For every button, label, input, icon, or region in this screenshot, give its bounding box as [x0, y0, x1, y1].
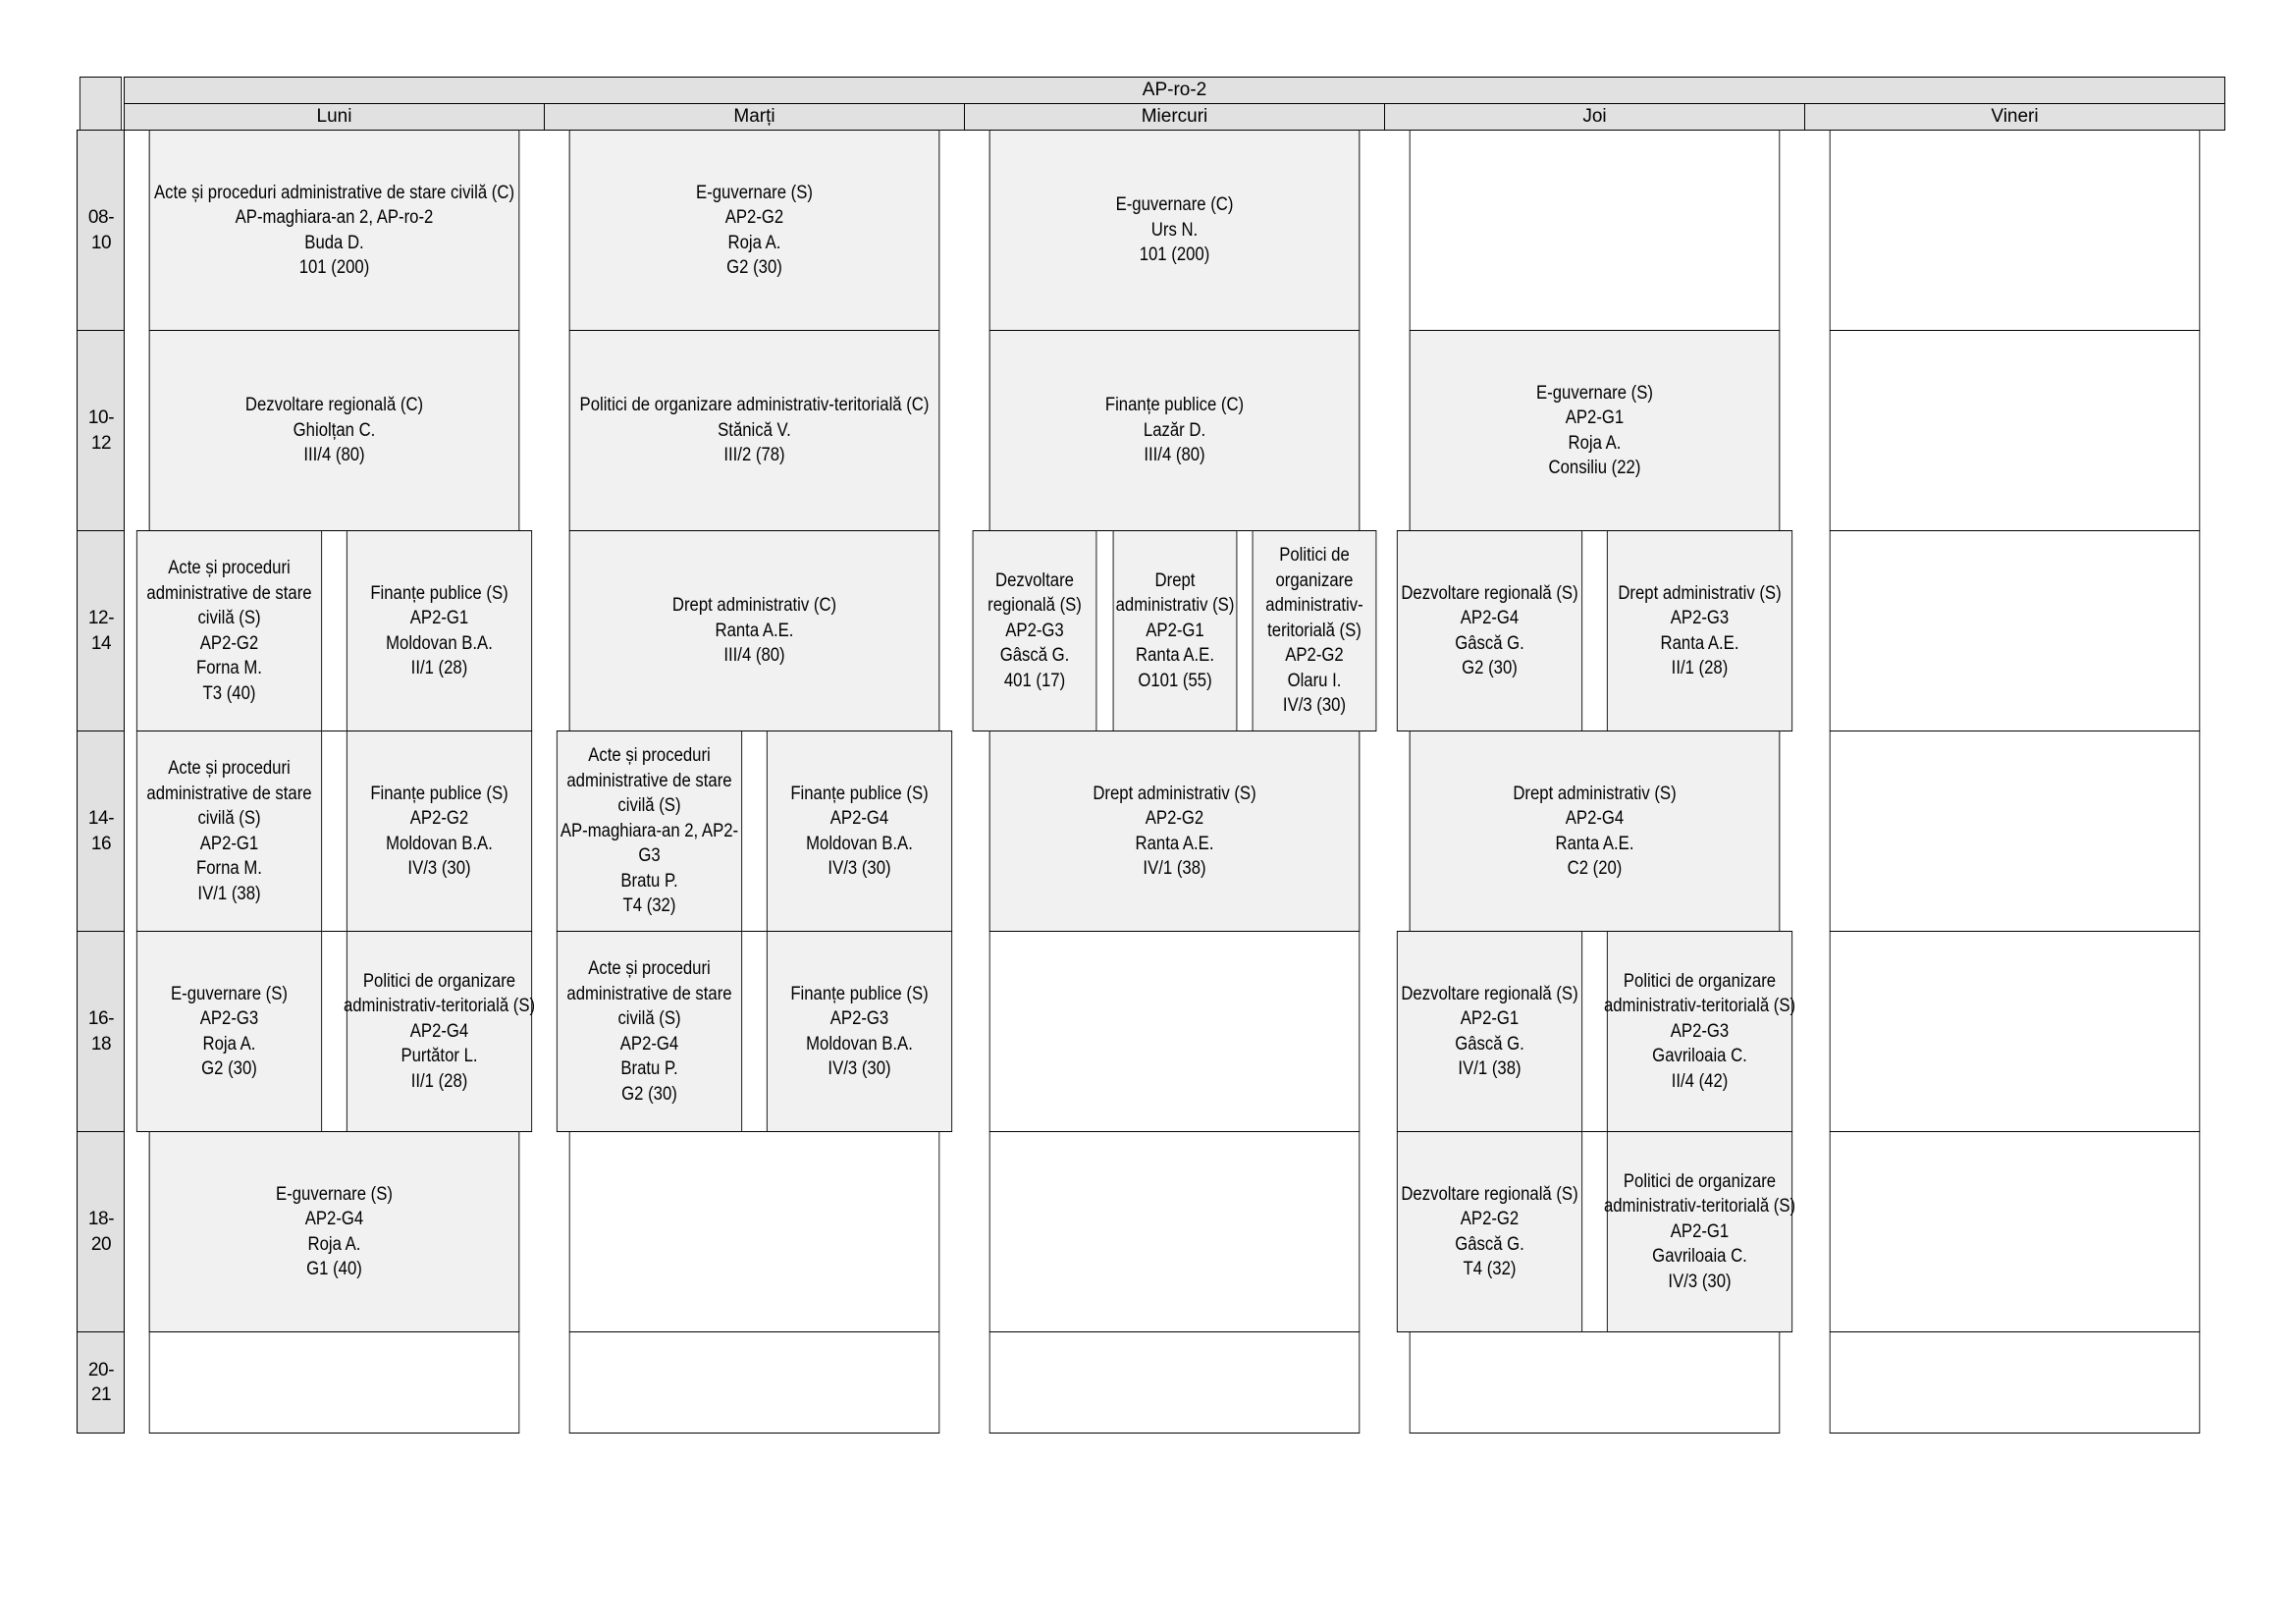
course-text — [1618, 581, 1781, 681]
course-detail: G2 (30) — [1462, 658, 1518, 678]
course-detail: G3 — [638, 845, 661, 867]
course-title: E-guvernare (C) — [1115, 194, 1234, 216]
course-text — [1116, 192, 1234, 268]
course-cell — [136, 530, 322, 731]
course-detail: administrativ (S) — [1115, 595, 1235, 617]
empty-cell — [1830, 1131, 2201, 1332]
course-detail: Moldovan B.A. — [806, 833, 913, 854]
time-slot-label: 14-16 — [87, 808, 115, 854]
course-text — [1536, 381, 1653, 481]
course-detail: AP2-G3 — [829, 1008, 889, 1029]
course-detail: IV/3 (30) — [1283, 695, 1347, 717]
empty-cell — [989, 1131, 1361, 1332]
course-title: Acte și proceduri — [168, 558, 291, 578]
course-detail: administrative de stare — [566, 770, 732, 791]
course-detail: Ranta A.E. — [1135, 645, 1214, 667]
course-detail: Gâscă G. — [999, 645, 1070, 667]
course-text — [344, 969, 535, 1095]
course-detail: Lazăr D. — [1143, 419, 1206, 441]
course-detail: IV/1 (38) — [1143, 858, 1206, 879]
course-text — [988, 568, 1082, 694]
time-slot-0 — [77, 130, 125, 331]
course-cell — [1603, 1131, 1796, 1332]
course-detail: T4 (32) — [1463, 1259, 1517, 1279]
course-text — [245, 393, 423, 468]
course-cell — [1603, 931, 1796, 1132]
empty-cell — [569, 1131, 940, 1332]
course-detail: IV/3 (30) — [407, 858, 471, 879]
group-title-text: AP-ro-2 — [1142, 80, 1207, 101]
course-title: E-guvernare (S) — [1536, 382, 1653, 404]
course-detail: IV/3 (30) — [828, 858, 891, 879]
course-cell — [569, 530, 940, 731]
course-detail: II/1 (28) — [1671, 658, 1729, 678]
course-detail: AP2-G2 — [199, 632, 259, 654]
day-header-3 — [1384, 103, 1805, 131]
course-text — [154, 181, 514, 281]
course-detail: AP-maghiara-an 2, AP-ro-2 — [235, 207, 434, 228]
group-title — [124, 77, 2225, 104]
empty-cell — [1410, 1331, 1781, 1434]
course-detail: Olaru I. — [1287, 670, 1342, 691]
course-detail: Gâscă G. — [1455, 1233, 1524, 1255]
empty-cell — [1830, 130, 2201, 331]
empty-cell — [569, 1331, 940, 1434]
course-detail: AP2-G1 — [1460, 1008, 1520, 1029]
course-detail: Gâscă G. — [1455, 632, 1524, 654]
time-slot-label: 20-21 — [87, 1359, 115, 1405]
course-detail: AP2-G4 — [304, 1209, 364, 1229]
course-cell — [973, 530, 1097, 731]
course-title: Finanțe publice (S) — [370, 783, 508, 804]
course-detail: IV/3 (30) — [1668, 1271, 1732, 1292]
course-text — [1604, 1169, 1795, 1295]
course-detail: Forna M. — [196, 658, 262, 678]
day-header-2 — [964, 103, 1385, 131]
course-title: Politici de organizare — [1623, 1170, 1777, 1192]
day-header-4 — [1804, 103, 2225, 131]
course-title: Dezvoltare regională (C) — [244, 395, 424, 416]
course-detail: civilă (S) — [197, 808, 261, 829]
time-slot-label: 16-18 — [87, 1008, 115, 1055]
course-detail: Ranta A.E. — [1660, 632, 1739, 654]
course-title: Finanțe publice (S) — [790, 783, 929, 804]
course-cell — [136, 931, 322, 1132]
time-slot-label: 10-12 — [87, 407, 115, 454]
course-cell — [149, 1131, 520, 1332]
course-title: Politici de organizare administrativ-teritorială (C) — [579, 395, 930, 416]
course-detail: AP2-G2 — [1145, 808, 1204, 829]
course-detail: AP2-G2 — [724, 207, 784, 228]
time-slot-label: 18-20 — [87, 1209, 115, 1255]
course-cell — [1410, 330, 1781, 531]
course-detail: 101 (200) — [1139, 244, 1210, 266]
course-detail: Stănică V. — [718, 419, 791, 441]
course-detail: Purtător L. — [400, 1046, 478, 1067]
course-detail: administrativ-teritorială (S) — [343, 996, 536, 1017]
empty-cell — [149, 1331, 520, 1434]
course-title: Acte și proceduri — [168, 758, 291, 779]
course-detail: Buda D. — [304, 232, 364, 253]
course-cell — [569, 130, 940, 331]
course-text — [672, 593, 836, 669]
course-cell — [149, 330, 520, 531]
course-detail: AP2-G1 — [199, 833, 259, 854]
course-cell — [1397, 931, 1582, 1132]
day-header-label: Vineri — [1991, 106, 2039, 128]
course-detail: administrative de stare — [146, 783, 312, 804]
time-slot-3 — [77, 731, 125, 932]
time-slot-4 — [77, 931, 125, 1132]
course-title: Acte și proceduri administrative de stare civilă (C) — [153, 182, 515, 203]
course-cell — [1112, 530, 1237, 731]
course-detail: AP2-G4 — [1565, 808, 1625, 829]
course-detail: II/4 (42) — [1671, 1070, 1729, 1092]
day-header-label: Joi — [1582, 106, 1607, 128]
course-text — [370, 782, 507, 882]
course-title: Finanțe publice (S) — [370, 582, 508, 604]
course-title: Finanțe publice (S) — [790, 983, 929, 1004]
course-detail: AP2-G1 — [1145, 620, 1204, 641]
course-text — [370, 581, 507, 681]
course-detail: AP2-G1 — [409, 608, 469, 628]
time-slot-5 — [77, 1131, 125, 1332]
course-detail: Gavriloaia C. — [1652, 1046, 1747, 1067]
course-text — [561, 743, 738, 919]
empty-cell — [1830, 931, 2201, 1132]
course-title: E-guvernare (S) — [171, 983, 288, 1004]
course-title: Dezvoltare — [995, 569, 1074, 591]
course-detail: AP2-G2 — [1285, 645, 1345, 667]
course-detail: T4 (32) — [622, 895, 676, 917]
course-detail: AP2-G2 — [1460, 1209, 1520, 1229]
course-detail: Forna M. — [196, 858, 262, 879]
course-title: Drept administrativ (C) — [671, 595, 837, 617]
course-detail: civilă (S) — [617, 1008, 681, 1029]
course-detail: civilă (S) — [617, 795, 681, 817]
day-header-label: Marți — [733, 106, 775, 128]
course-detail: Roja A. — [202, 1033, 256, 1055]
course-detail: AP2-G4 — [829, 808, 889, 829]
course-detail: G2 (30) — [726, 257, 782, 278]
course-title: Politici de — [1279, 545, 1351, 567]
time-slot-6 — [77, 1331, 125, 1434]
course-cell — [347, 530, 532, 731]
course-detail: III/4 (80) — [723, 645, 785, 667]
course-detail: administrativ- — [1265, 595, 1364, 617]
course-detail: AP2-G4 — [619, 1033, 679, 1055]
course-title: E-guvernare (S) — [276, 1183, 393, 1205]
course-text — [790, 982, 928, 1082]
day-header-1 — [544, 103, 965, 131]
course-cell — [767, 731, 952, 932]
course-detail: Bratu P. — [620, 870, 678, 892]
day-header-0 — [124, 103, 545, 131]
course-text — [566, 956, 731, 1107]
course-cell — [1410, 731, 1781, 932]
course-detail: Bratu P. — [620, 1058, 678, 1079]
course-detail: AP2-G3 — [199, 1008, 259, 1029]
course-title: Acte și proceduri — [588, 745, 711, 767]
course-cell — [136, 731, 322, 932]
course-text — [1093, 782, 1255, 882]
course-detail: Ranta A.E. — [715, 620, 794, 641]
course-title: Dezvoltare regională (S) — [1401, 582, 1578, 604]
course-detail: AP2-G3 — [1005, 620, 1064, 641]
course-cell — [1253, 530, 1377, 731]
course-detail: G1 (40) — [306, 1259, 362, 1279]
course-cell — [767, 931, 952, 1132]
course-detail: AP2-G4 — [409, 1020, 469, 1042]
course-detail: III/4 (80) — [1144, 445, 1205, 466]
course-detail: IV/3 (30) — [828, 1058, 891, 1079]
time-slot-2 — [77, 530, 125, 731]
course-detail: AP2-G1 — [1670, 1220, 1730, 1242]
empty-cell — [1410, 130, 1781, 331]
course-title: Politici de organizare — [1623, 970, 1777, 992]
course-detail: teritorială (S) — [1267, 620, 1362, 641]
course-title: Politici de organizare — [362, 970, 516, 992]
course-text — [146, 556, 311, 706]
course-cell — [1397, 1131, 1582, 1332]
course-text — [1604, 969, 1795, 1095]
course-cell — [1397, 530, 1582, 731]
course-text — [1401, 1182, 1577, 1282]
course-text — [1401, 982, 1577, 1082]
course-detail: T3 (40) — [202, 682, 256, 704]
course-detail: AP2-G4 — [1460, 608, 1520, 628]
course-detail: III/2 (78) — [723, 445, 785, 466]
course-detail: administrativ-teritorială (S) — [1603, 996, 1796, 1017]
course-cell — [343, 931, 536, 1132]
course-detail: G2 (30) — [621, 1083, 677, 1105]
course-detail: O101 (55) — [1138, 670, 1212, 691]
course-text — [1513, 782, 1676, 882]
course-title: Drept administrativ (S) — [1093, 783, 1256, 804]
course-detail: 101 (200) — [298, 257, 370, 278]
course-detail: administrative de stare — [146, 582, 312, 604]
course-detail: C2 (20) — [1567, 858, 1623, 879]
course-text — [1401, 581, 1577, 681]
course-detail: Ranta A.E. — [1555, 833, 1634, 854]
course-detail: G2 (30) — [201, 1058, 257, 1079]
day-header-label: Miercuri — [1141, 106, 1208, 128]
course-cell — [149, 130, 520, 331]
timetable — [77, 77, 2224, 1433]
course-cell — [557, 731, 742, 932]
empty-cell — [989, 1331, 1361, 1434]
course-detail: civilă (S) — [197, 608, 261, 628]
course-title: Dezvoltare regională (S) — [1401, 1183, 1578, 1205]
empty-cell — [1830, 731, 2201, 932]
time-slot-label: 12-14 — [87, 608, 115, 654]
course-title: Finanțe publice (C) — [1104, 395, 1245, 416]
course-detail: Moldovan B.A. — [386, 632, 493, 654]
empty-cell — [989, 931, 1361, 1132]
corner-cell — [80, 77, 122, 131]
course-detail: administrativ-teritorială (S) — [1603, 1196, 1796, 1218]
course-detail: 401 (17) — [1003, 670, 1066, 691]
course-text — [1115, 568, 1234, 694]
course-detail: AP2-G2 — [409, 808, 469, 829]
course-detail: Roja A. — [727, 232, 781, 253]
course-cell — [989, 731, 1361, 932]
course-detail: AP2-G3 — [1670, 608, 1730, 628]
course-detail: Roja A. — [1568, 432, 1622, 454]
course-detail: II/1 (28) — [410, 1070, 468, 1092]
course-cell — [989, 130, 1361, 331]
course-detail: AP2-G3 — [1670, 1020, 1730, 1042]
course-detail: IV/1 (38) — [1458, 1058, 1522, 1079]
course-detail: Consiliu (22) — [1548, 458, 1641, 478]
time-slot-label: 08-10 — [87, 207, 115, 253]
course-detail: AP2-G1 — [1565, 407, 1625, 428]
course-cell — [1607, 530, 1792, 731]
course-detail: administrative de stare — [566, 983, 732, 1004]
course-text — [580, 393, 930, 468]
course-detail: Ghiolțan C. — [293, 419, 376, 441]
course-title: Acte și proceduri — [588, 958, 711, 979]
course-detail: II/1 (28) — [410, 658, 468, 678]
course-detail: III/4 (80) — [303, 445, 365, 466]
course-detail: Gavriloaia C. — [1652, 1246, 1747, 1268]
course-detail: organizare — [1275, 569, 1354, 591]
course-cell — [569, 330, 940, 531]
empty-cell — [1830, 530, 2201, 731]
course-text — [1105, 393, 1244, 468]
course-text — [696, 181, 813, 281]
course-cell — [989, 330, 1361, 531]
course-title: Drept administrativ (S) — [1513, 783, 1677, 804]
course-cell — [347, 731, 532, 932]
course-detail: Roja A. — [307, 1233, 361, 1255]
course-text — [171, 982, 288, 1082]
course-text — [276, 1182, 393, 1282]
course-detail: Moldovan B.A. — [386, 833, 493, 854]
course-detail: Ranta A.E. — [1135, 833, 1214, 854]
course-detail: AP-maghiara-an 2, AP2- — [560, 820, 739, 841]
course-text — [790, 782, 928, 882]
course-title: E-guvernare (S) — [696, 182, 813, 203]
course-title: Dezvoltare regională (S) — [1401, 983, 1578, 1004]
course-text — [1266, 543, 1363, 719]
course-detail: Moldovan B.A. — [806, 1033, 913, 1055]
day-header-label: Luni — [316, 106, 352, 128]
course-text — [146, 756, 311, 906]
course-title: Drept administrativ (S) — [1618, 582, 1782, 604]
course-detail: IV/1 (38) — [197, 883, 261, 904]
course-cell — [557, 931, 742, 1132]
empty-cell — [1830, 330, 2201, 531]
course-detail: Urs N. — [1150, 219, 1199, 241]
course-detail: Gâscă G. — [1455, 1033, 1524, 1055]
course-detail: regională (S) — [988, 595, 1082, 617]
empty-cell — [1830, 1331, 2201, 1434]
time-slot-1 — [77, 330, 125, 531]
course-title: Drept — [1154, 569, 1196, 591]
